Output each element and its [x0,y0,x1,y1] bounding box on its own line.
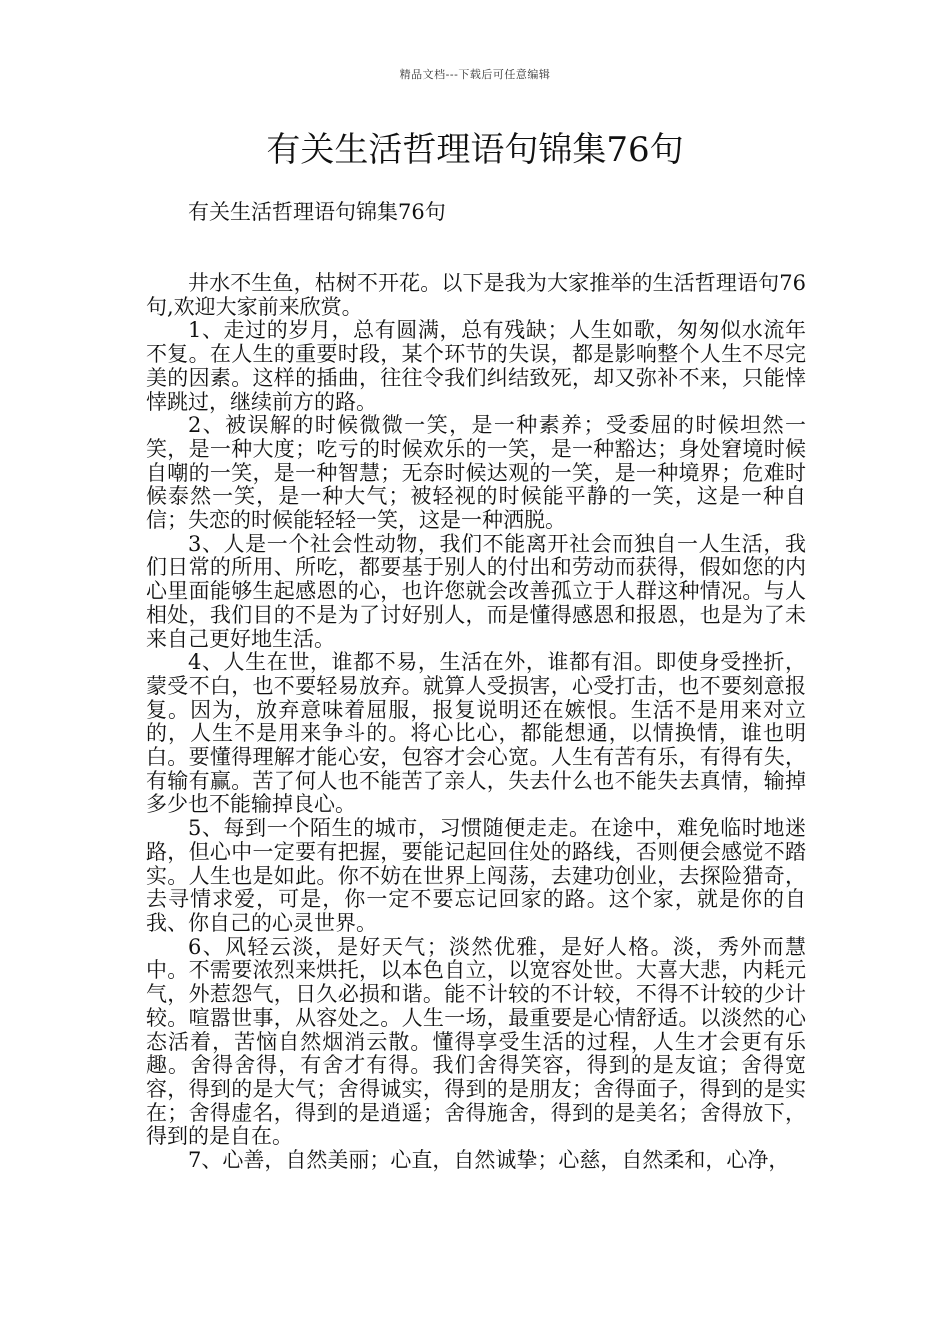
header-note: 精品文档---下载后可任意编辑 [399,68,551,81]
paragraph-6: 6、风轻云淡，是好天气；淡然优雅，是好人格。淡，秀外而慧中。不需要浓烈来烘托，以本色自立，以宽容处世。大喜大悲，内耗元气，外惹怨气，日久必损和谐。能不计较的不计较，不得不计较的少计较。喧嚣世事，从容处之。人生一场，最重要是心情舒适。以淡然的心态活着，苦恼自然烟消云散。懂得享受生活的过程，人生才会更有乐趣。舍得舍得，有舍才有得。我们舍得笑容，得到的是友谊；舍得宽容，得到的是大气；舍得诚实，得到的是朋友；舍得面子，得到的是实在；舍得虚名，得到的是逍遥；舍得施舍，得到的是美名；舍得放下，得到的是自在。 [146,934,806,1149]
paragraph-3: 3、人是一个社会性动物，我们不能离开社会而独自一人生活，我们日常的所用、所吃，都要基于别人的付出和劳动而获得，假如您的内心里面能够生起感恩的心，也许您就会改善孤立于人群这种情况。与人相处，我们目的不是为了讨好别人，而是懂得感恩和报恩，也是为了未来自己更好地生活。 [146,531,806,651]
paragraph-4: 4、人生在世，谁都不易，生活在外，谁都有泪。即使身受挫折，蒙受不白，也不要轻易放弃。就算人受损害，心受打击，也不要刻意报复。因为，放弃意味着屈服，报复说明还在嫉恨。生活不是用来对立的，人生不是用来争斗的。将心比心，都能想通，以情换情，谁也明白。要懂得理解才能心安，包容才会心宽。人生有苦有乐，有得有失，有输有赢。苦了何人也不能苦了亲人，失去什么也不能失去真情，输掉多少也不能输掉良心。 [146,650,806,817]
paragraph-7: 7、心善，自然美丽；心直，自然诚挚；心慈，自然柔和，心净， [188,1148,790,1173]
paragraph-2: 2、被误解的时候微微一笑，是一种素养；受委屈的时候坦然一笑，是一种大度；吃亏的时候欢乐的一笑，是一种豁达；身处窘境时候自嘲的一笑，是一种智慧；无奈时候达观的一笑，是一种境界；危难时候泰然一笑，是一种大气；被轻视的时候能平静的一笑，这是一种自信；失恋的时候能轻轻一笑，这是一种洒脱。 [146,413,806,533]
document-title: 有关生活哲理语句锦集76句 [266,130,684,170]
paragraph-1: 1、走过的岁月，总有圆满，总有残缺；人生如歌，匆匆似水流年不复。在人生的重要时段，某个环节的失误，都是影响整个人生不尽完美的因素。这样的插曲，往往令我们纠结致死，却又弥补不来，只能悻悻跳过，继续前方的路。 [146,318,806,414]
intro-paragraph: 井水不生鱼，枯树不开花。以下是我为大家推举的生活哲理语句76句,欢迎大家前来欣赏。 [146,271,806,319]
document-subtitle: 有关生活哲理语句锦集76句 [188,200,446,224]
paragraph-5: 5、每到一个陌生的城市，习惯随便走走。在途中，难免临时地迷路，但心中一定要有把握，要能记起回住处的路线，否则便会感觉不踏实。人生也是如此。你不妨在世界上闯荡，去建功创业，去探险猎奇，去寻情求爱，可是，你一定不要忘记回家的路。这个家，就是你的自我、你自己的心灵世界。 [146,816,806,935]
document-body [146,272,806,1173]
